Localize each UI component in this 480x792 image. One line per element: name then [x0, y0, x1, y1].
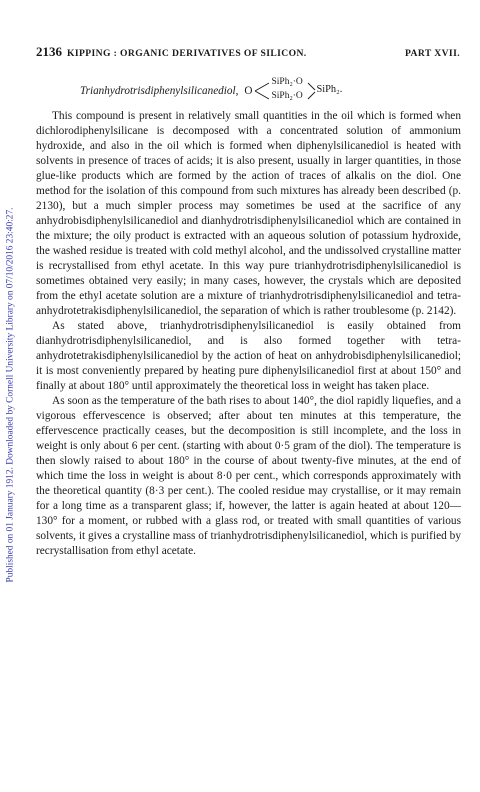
paragraph-1: This compound is present in relatively small quantities in the oil which is formed when dichlorodiphenylsilicane is decomposed with a concentrated solution of ammonium hydroxide, and also in the oil which is formed when diphenylsilicanediol is heated with solvents in presence of traces of acids; it is also present, usually in larger quantities, in those glue-like products which are formed by the action of traces of alkalis on the diol. One method for the isolation of this compound from such mixtures has already been described (p. 2130), but a much simpler process may sometimes be used at the sacrifice of any anhydrobisdiphenylsilicanediol and dianhydrotrisdiphenylsilicanediol which are contained in the mixture; the oily product is extracted with an aqueous solution of potassium hydroxide, the washed residue is treated with cold methyl alcohol, and the undissolved crystalline matter is recrystallised from ethyl acetate. In this way pure trianhydrotrisdiphenylsilicanediol is sometimes obtained very easily; in many cases, however, the crystals which are deposited from the ethyl acetate solution are a mixture of trianhydrotrisdiphenylsilicanediol and tetra-anhydrotetrakisdiphenylsilicanediol, the separation of which is rather troublesome (p. 2142). — [36, 110, 461, 317]
part-label: PART XVII. — [404, 48, 460, 59]
ring-structure — [253, 77, 341, 105]
formula-oxygen: O — [244, 85, 253, 97]
formula-lower-bridge: SiPh₂·O — [271, 91, 303, 101]
formula-terminal: SiPh₂. — [316, 84, 343, 95]
compound-name: Trianhydrotrisdiphenylsilicanediol, — [80, 85, 239, 97]
running-title: KIPPING : ORGANIC DERIVATIVES OF SILICON. — [67, 48, 307, 59]
provenance-sidebar — [3, 75, 17, 715]
paragraph-2: As stated above, trianhydrotrisdiphenylsilicanediol is easily obtained from dianhydrotrisdiphenylsilicanediol, and is also formed together with tetra-anhydrotetrakisdiphenylsilicanediol by the action of heat on anhydrobisdiphenylsilicanediol; it is most conveniently prepared by heating pure diphenylsilicanediol first at about 150° and finally at about 180° until approximately the theoretical loss in weight has taken place. — [36, 320, 461, 392]
compound-heading — [80, 74, 341, 108]
page-number: 2136 — [36, 44, 62, 59]
article-body — [36, 109, 461, 559]
page-header — [36, 44, 460, 60]
paragraph-3: As soon as the temperature of the bath rises to about 140°, the diol rapidly liquefies, and a vigorous effervescence is observed; after about ten minutes at this temperature, the effervescence practically ceases, but the decomposition is still incomplete, and the loss in weight is only about 6 per cent. (starting with about 0·5 gram of the diol). The temperature is then slowly raised to about 180° in the course of about twenty-five minutes, at the end of which time the loss in weight is about 8·0 per cent., which corresponds approximately with the theoretical quantity (8·3 per cent.). The cooled residue may crystallise, or it may remain for a long time as a transparent glass; if, however, the latter is again heated at about 120—130° for a moment, or rubbed with a glass rod, or treated with small quantities of various solvents, it gives a crystalline mass of trianhydrotrisdiphenylsilicanediol, which is purified by recrystallisation from ethyl acetate. — [36, 395, 461, 557]
provenance-text: Published on 01 January 1912. Downloaded by Cornell University Library on 07/10/2016 23:40:27. — [5, 207, 15, 583]
formula-upper-bridge: SiPh₂·O — [271, 77, 303, 87]
